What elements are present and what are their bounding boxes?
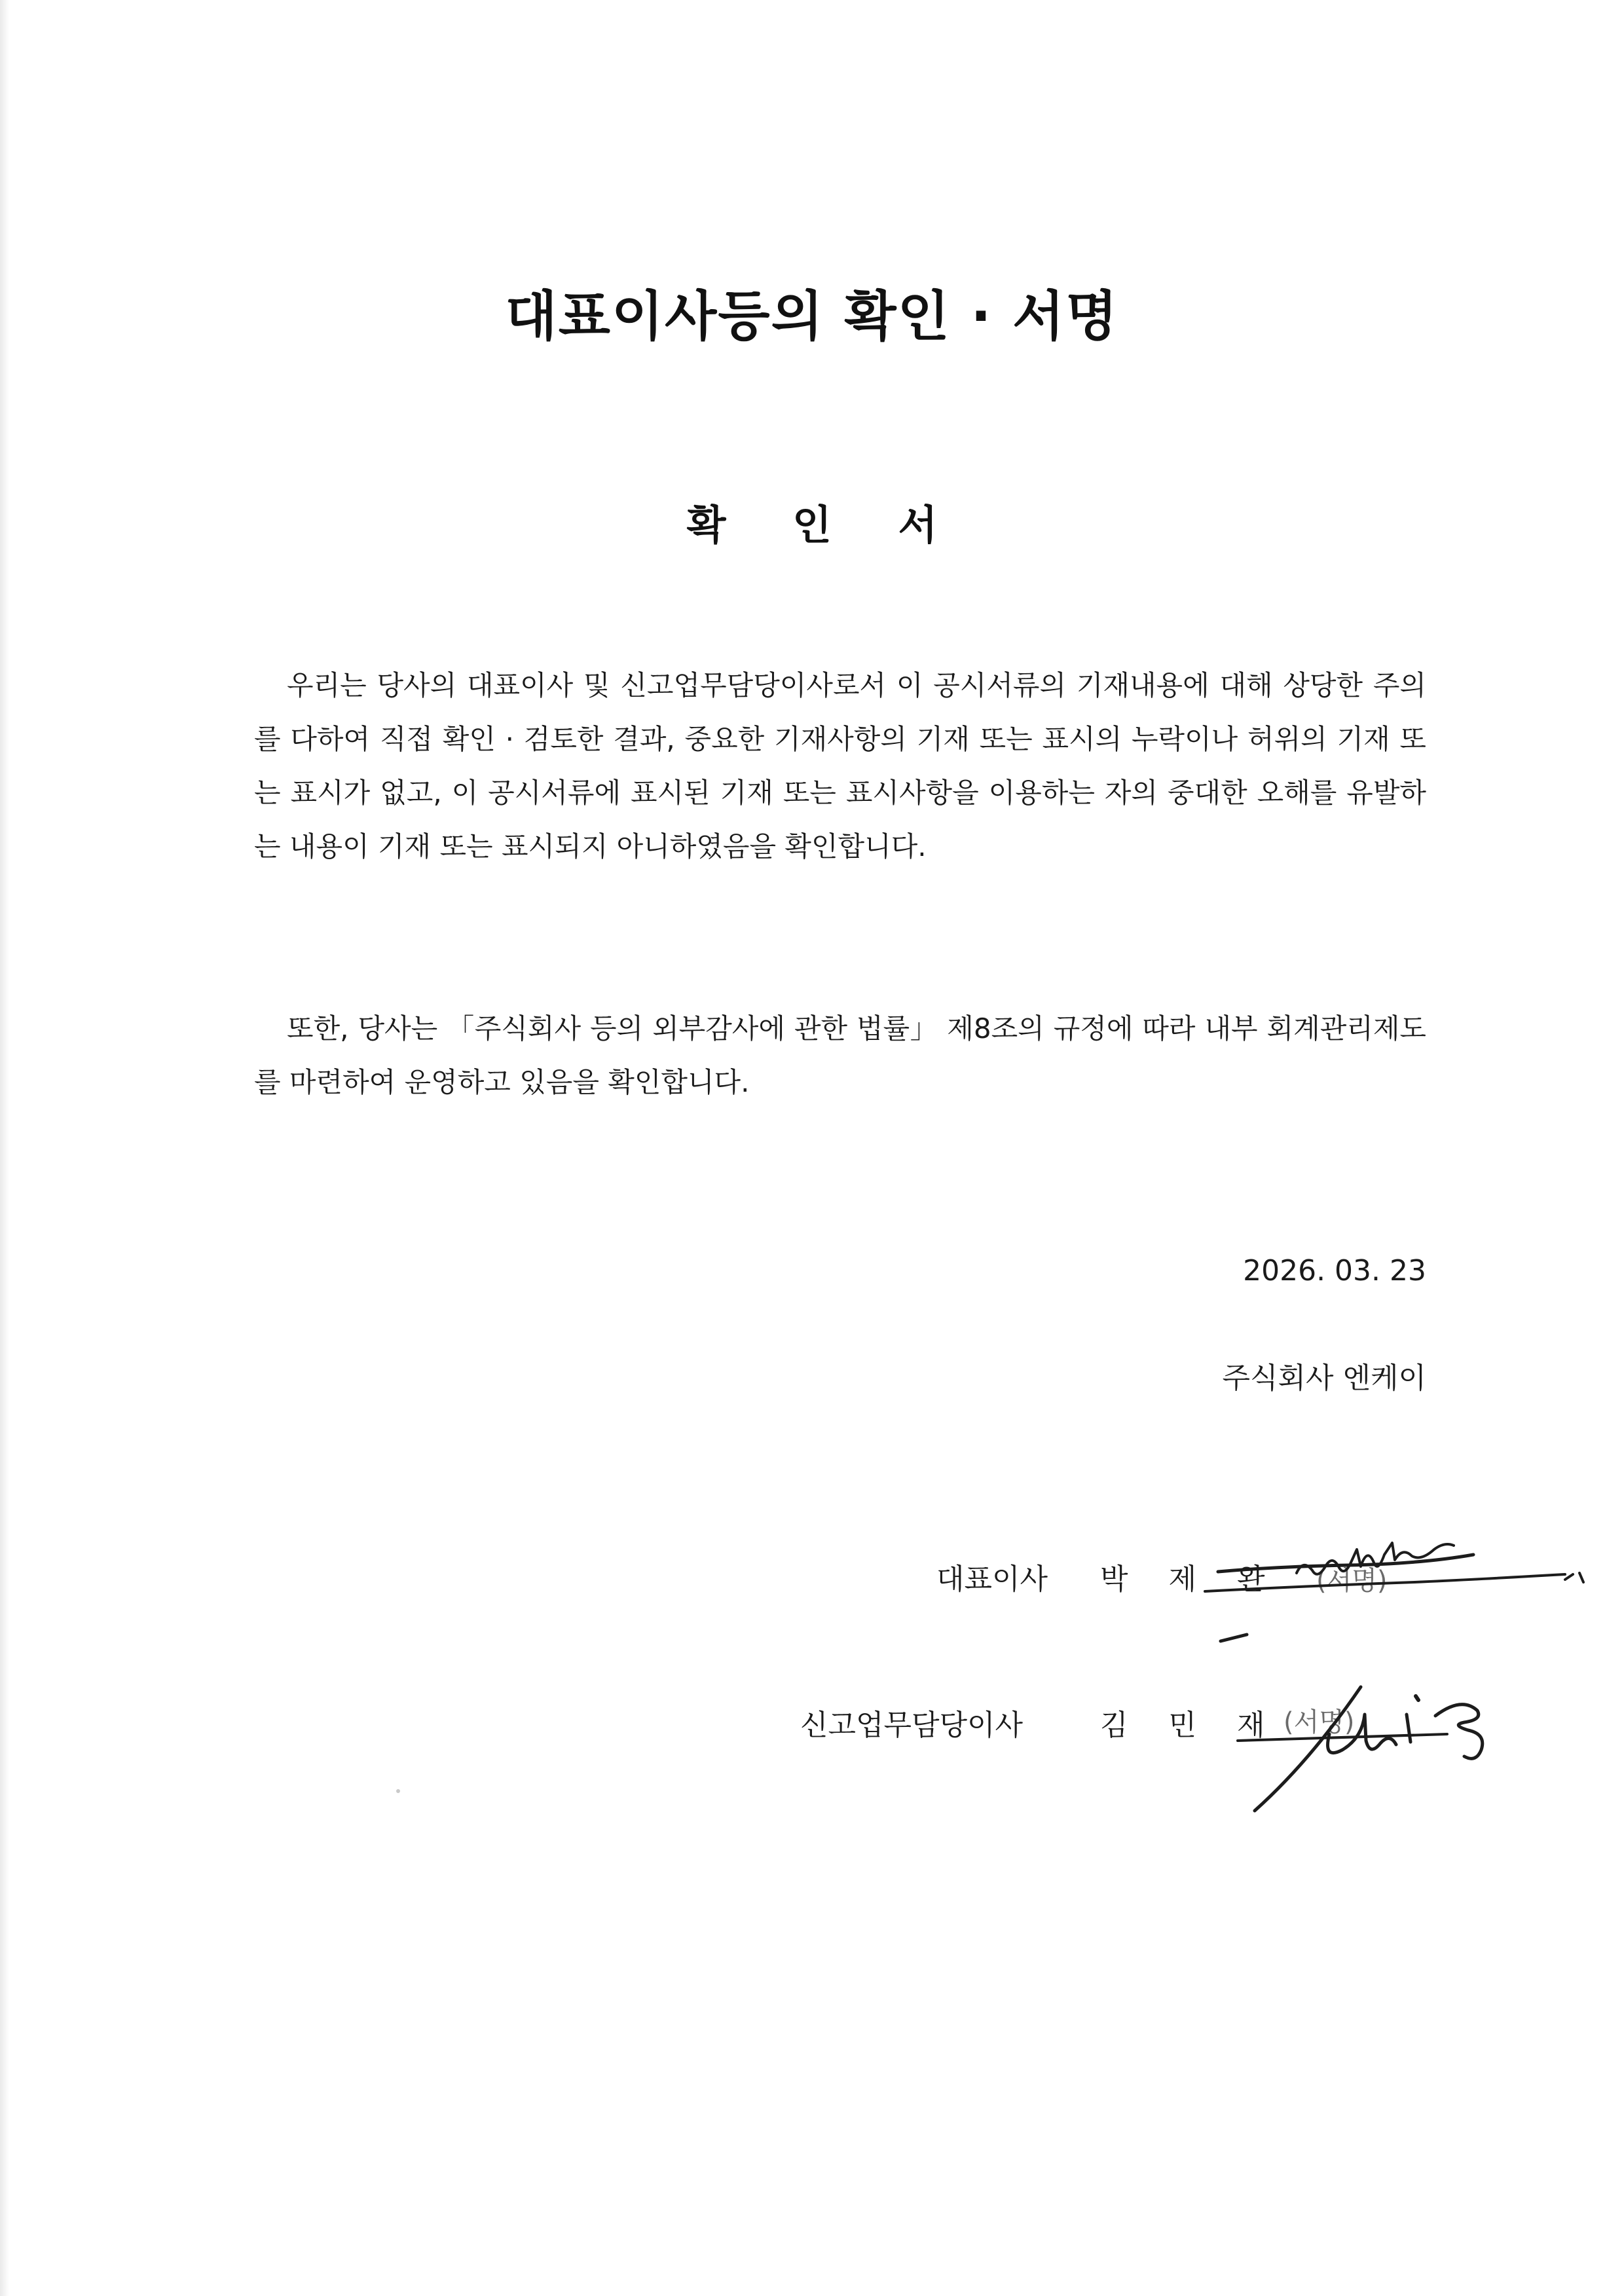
disclosure-officer-name: 김 민 재	[1100, 1709, 1281, 1742]
ceo-name: 박 제 완	[1100, 1563, 1281, 1596]
internal-control-paragraph-text: 또한, 당사는 「주식회사 등의 외부감사에 관한 법률」 제8조의 규정에 따라 내부 회계관리제도를 마련하여 운영하고 있음을 확인합니다.	[254, 1012, 1426, 1098]
disclosure-officer-signature-image	[1231, 1663, 1572, 1827]
confirmation-paragraph	[254, 659, 1426, 874]
document-date: 2026. 03. 23	[1243, 1254, 1426, 1287]
ceo-seal-mark: (서명)	[1316, 1566, 1388, 1596]
company-name: 주식회사 엔케이	[1222, 1361, 1426, 1395]
scan-dust-speck	[396, 1789, 400, 1793]
internal-control-paragraph	[254, 1002, 1426, 1109]
disclosure-officer-role-label: 신고업무담당이사	[800, 1709, 1024, 1742]
ceo-signature-image	[1198, 1526, 1617, 1637]
disclosure-officer-seal-mark: (서명)	[1283, 1707, 1355, 1737]
document-subtitle: 확 인 서	[686, 501, 964, 549]
confirmation-paragraph-text: 우리는 당사의 대표이사 및 신고업무담당이사로서 이 공시서류의 기재내용에 대해 상당한 주의를 다하여 직접 확인 · 검토한 결과, 중요한 기재사항의 기재 또는 표시의 누락이나 허위의 기재 또는 표시가 없고, 이 공시서류에 표시된 기재 또는 표시사항을 이용하는 자의 중대한 오해를 유발하는 내용이 기재 또는 표시되지 아니하였음을 확인합니다.	[254, 669, 1426, 862]
ceo-role-label: 대표이사	[936, 1563, 1048, 1596]
document-title: 대표이사등의 확인 · 서명	[505, 286, 1119, 348]
